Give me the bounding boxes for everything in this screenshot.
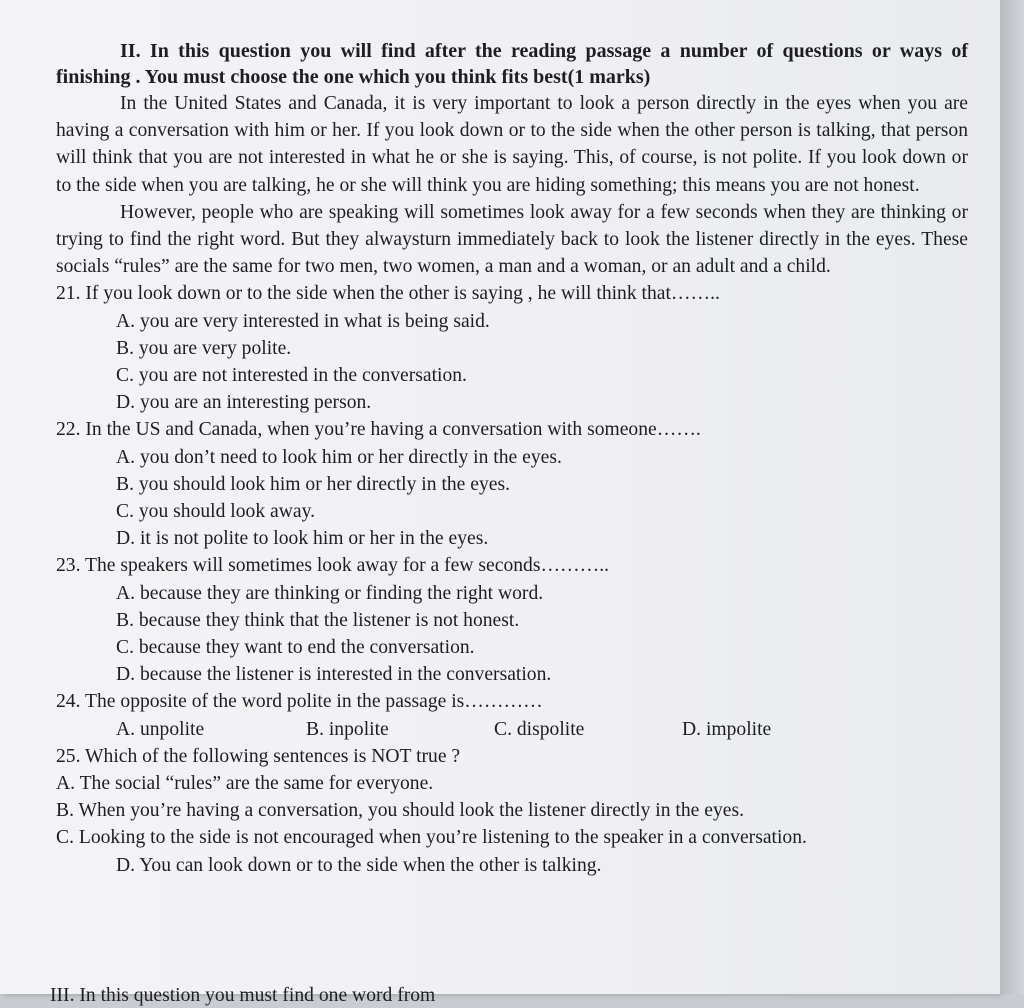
option-21-c: C. you are not interested in the conversation. [116, 365, 467, 387]
option-21-b: B. you are very polite. [116, 337, 292, 359]
question-23: 23. The speakers will sometimes look away for a few seconds……….. [56, 555, 610, 577]
option-25-c: C. Looking to the side is not encouraged when you’re listening to the speaker in a conversation. [56, 827, 807, 849]
passage-paragraph-1: In the United States and Canada, it is very important to look a person directly in the eyes when you are having a conversation with him or her. If you look down or to the side when the other person is talking, that person will think that you are not interested in what he or she is saying. This, of course, is not polite. If you look down or to the side when you are talking, he or she will think you are hiding something; this means you are not honest. [56, 93, 968, 196]
option-21-a: A. you are very interested in what is being said. [116, 310, 490, 332]
option-25-d: D. You can look down or to the side when the other is talking. [116, 854, 602, 876]
heading-line-1: II. In this question you will find after the reading passage a number of questions [120, 40, 863, 62]
options-row-24 [116, 716, 968, 743]
question-25: 25. Which of the following sentences is NOT true ? [56, 745, 461, 767]
cut-off-next-section: III. In this question you must find one word from [50, 985, 436, 1006]
page-edge-shadow [1000, 0, 1024, 994]
passage-paragraph-2: However, people who are speaking will sometimes look away for a few seconds when they are thinking or trying to find the right word. But they alwaysturn immediately back to look the listener directly in the eyes. These socials “rules” are the same for two men, two women, a man and a woman, or an adult and a child. [56, 201, 968, 278]
question-21: 21. If you look down or to the side when the other is saying , he will think that…….. [56, 283, 720, 305]
option-24-c: C. dispolite [494, 718, 585, 740]
heading-line-2: or ways of finishing . You must choose the one which you think fits best(1 marks) [56, 40, 968, 88]
option-23-a: A. because they are thinking or finding the right word. [116, 582, 544, 604]
option-22-c: C. you should look away. [116, 501, 316, 523]
option-25-a: A. The social “rules” are the same for everyone. [56, 773, 434, 795]
exam-section [56, 38, 968, 879]
option-25-b: B. When you’re having a conversation, you should look the listener directly in the eyes. [56, 800, 744, 822]
option-23-b: B. because they think that the listener is not honest. [116, 609, 520, 631]
option-22-b: B. you should look him or her directly in the eyes. [116, 473, 510, 495]
option-23-d: D. because the listener is interested in the conversation. [116, 664, 552, 686]
question-22: 22. In the US and Canada, when you’re having a conversation with someone……. [56, 419, 701, 441]
option-22-d: D. it is not polite to look him or her in the eyes. [116, 528, 489, 550]
option-24-a: A. unpolite [116, 718, 205, 740]
option-21-d: D. you are an interesting person. [116, 392, 372, 414]
option-23-c: C. because they want to end the conversation. [116, 637, 475, 659]
section-heading [56, 38, 968, 90]
option-24-b: B. inpolite [306, 718, 389, 740]
option-22-a: A. you don’t need to look him or her directly in the eyes. [116, 446, 562, 468]
option-24-d: D. impolite [682, 718, 772, 740]
question-24: 24. The opposite of the word polite in the passage is………… [56, 691, 543, 713]
